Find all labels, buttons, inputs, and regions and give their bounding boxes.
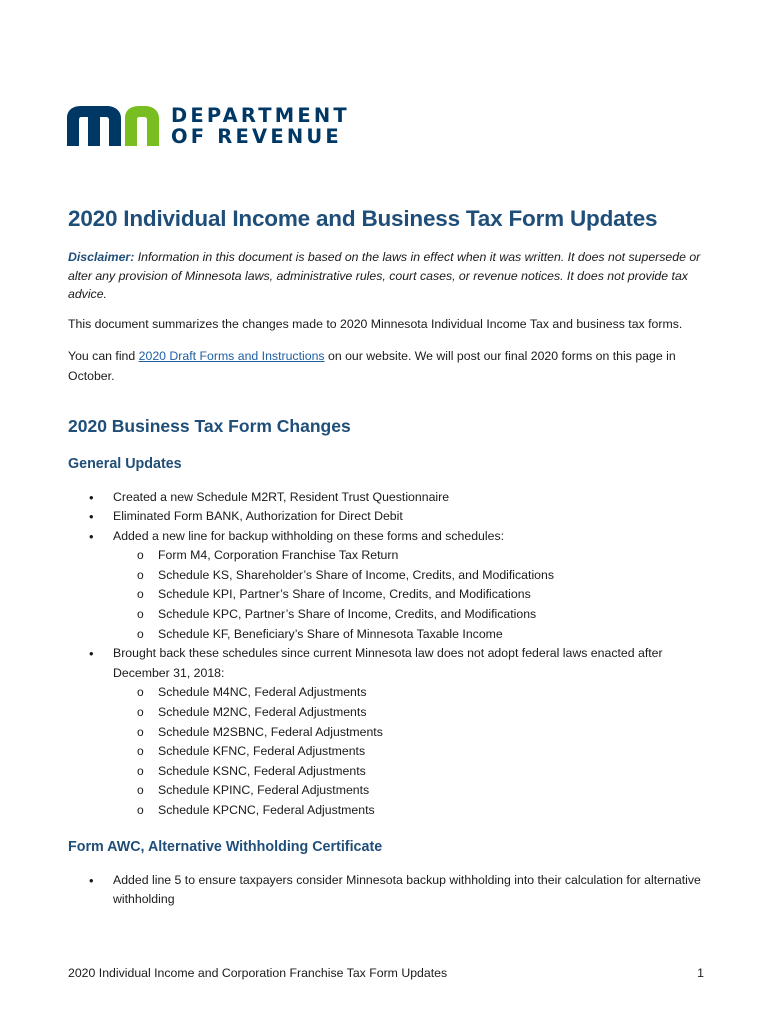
list-item — [68, 527, 708, 645]
sublist-item: o Form M4, Corporation Franchise Tax Return — [68, 546, 708, 566]
list-item: • Eliminated Form BANK, Authorization for Direct Debit — [68, 507, 708, 527]
find-forms-paragraph — [68, 346, 708, 386]
subheading-form-awc: Form AWC, Alternative Withholding Certificate — [68, 838, 383, 855]
sublist-item: o Schedule KPINC, Federal Adjustments — [68, 781, 708, 801]
disclaimer — [68, 248, 708, 304]
footer-title: 2020 Individual Income and Corporation Franchise Tax Form Updates — [68, 966, 448, 980]
logo-line-2: OF REVENUE — [171, 125, 342, 148]
page-footer — [68, 966, 704, 980]
schedules-sublist — [113, 683, 708, 820]
sublist-item: o Schedule KSNC, Federal Adjustments — [68, 762, 708, 782]
disclaimer-text: Information in this document is based on the laws in effect when it was written. It does not supersede or alter any provision of Minnesota laws, administrative rules, court cases, or revenue notices. It does not provide tax advice. — [68, 250, 701, 301]
sublist-item: o Schedule KFNC, Federal Adjustments — [68, 742, 708, 762]
summary-paragraph: This document summarizes the changes made to 2020 Minnesota Individual Income Tax and business tax forms. — [68, 316, 683, 331]
subheading-general-updates: General Updates — [68, 455, 182, 472]
mn-logo-mark-icon — [67, 106, 159, 146]
general-updates-list — [68, 488, 708, 821]
list-item — [68, 644, 708, 820]
disclaimer-label: Disclaimer: — [68, 250, 135, 264]
sublist-item: o Schedule KPC, Partner’s Share of Income, Credits, and Modifications — [68, 605, 708, 625]
mn-revenue-logo — [67, 103, 350, 149]
sublist-item: o Schedule M2SBNC, Federal Adjustments — [68, 723, 708, 743]
page-title: 2020 Individual Income and Business Tax Form Updates — [68, 206, 658, 231]
section-heading-business: 2020 Business Tax Form Changes — [68, 415, 351, 436]
list-item: • Created a new Schedule M2RT, Resident Trust Questionnaire — [68, 488, 708, 508]
find-suffix: on our website. We will post our final 2020 forms on this page in October. — [68, 348, 676, 383]
sublist-item: o Schedule M2NC, Federal Adjustments — [68, 703, 708, 723]
page-number: 1 — [697, 966, 704, 980]
main-content — [68, 204, 708, 910]
list-item-text: Added a new line for backup withholding on these forms and schedules: — [113, 528, 505, 543]
sublist-item: o Schedule KPI, Partner’s Share of Income, Credits, and Modifications — [68, 585, 708, 605]
draft-forms-link[interactable]: 2020 Draft Forms and Instructions — [138, 348, 325, 363]
list-item-text: Brought back these schedules since current Minnesota law does not adopt federal laws enacted after December 31, 2018: — [113, 646, 663, 680]
find-prefix: You can find — [68, 348, 139, 363]
logo-line-1: DEPARTMENT — [171, 104, 350, 127]
list-item: • Added line 5 to ensure taxpayers consider Minnesota backup withholding into their calculation for alternative withholding — [68, 871, 708, 910]
awc-list — [68, 871, 708, 910]
sublist-item: o Schedule KPCNC, Federal Adjustments — [68, 801, 708, 821]
backup-withholding-sublist — [113, 546, 708, 644]
sublist-item: o Schedule KF, Beneficiary’s Share of Minnesota Taxable Income — [68, 625, 708, 645]
sublist-item: o Schedule KS, Shareholder’s Share of Income, Credits, and Modifications — [68, 566, 708, 586]
sublist-item: o Schedule M4NC, Federal Adjustments — [68, 683, 708, 703]
